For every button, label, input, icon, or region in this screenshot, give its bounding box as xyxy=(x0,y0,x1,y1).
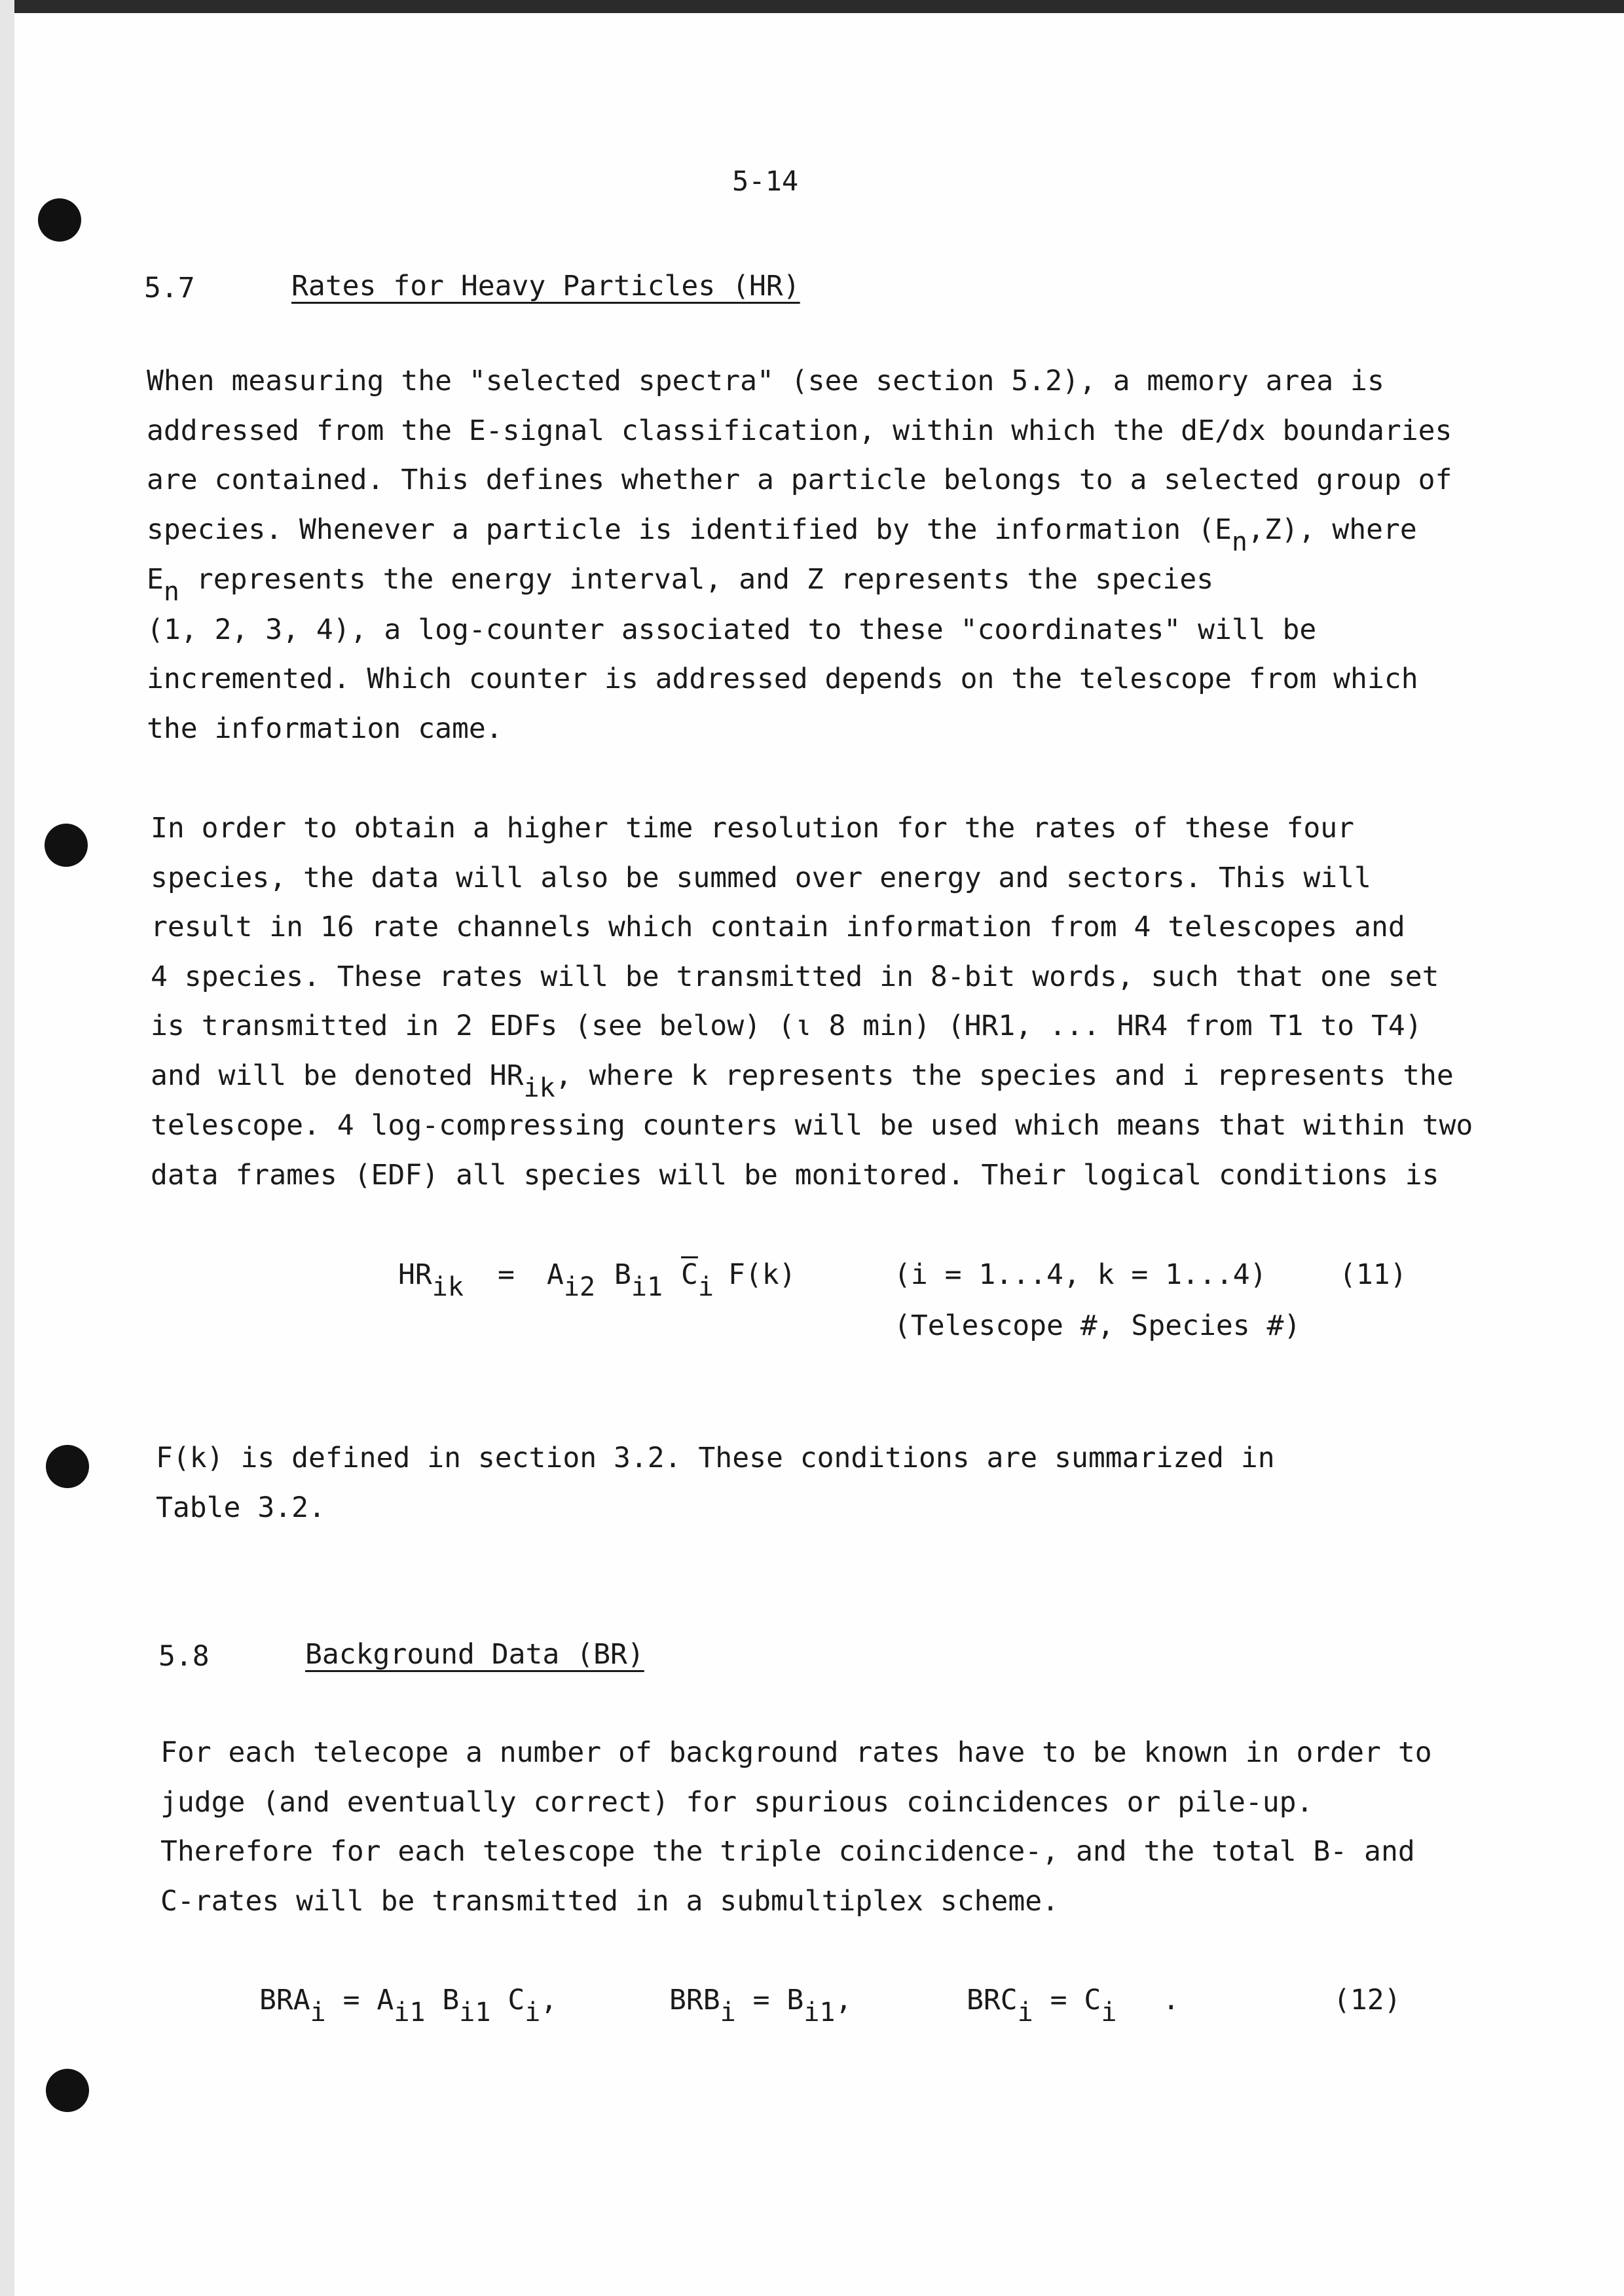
equation-11-function: F(k) xyxy=(728,1258,796,1291)
subscript: ik xyxy=(523,1072,555,1103)
text-line: Table 3.2. xyxy=(156,1491,325,1524)
text-run: species. Whenever a particle is identified by the information (E xyxy=(147,513,1232,546)
subscript: ik xyxy=(432,1272,464,1302)
text-run: , where k represents the species and i represents the xyxy=(555,1059,1454,1092)
symbol: B xyxy=(614,1258,631,1291)
equation-12-bra xyxy=(259,1984,558,2028)
equation-11-term-a xyxy=(547,1258,596,1302)
page-number: 5-14 xyxy=(732,165,799,197)
paragraph-fk-definition xyxy=(156,1434,1275,1533)
text-line: addressed from the E-signal classification, within which the dE/dx boundaries xyxy=(147,414,1452,447)
subscript: i1 xyxy=(394,1997,426,2028)
subscript: i xyxy=(720,1997,736,2028)
section-number-5-7: 5.7 xyxy=(144,272,195,304)
equation-12-brb xyxy=(669,1984,853,2028)
symbol: BRA xyxy=(259,1984,310,2016)
paragraph-time-resolution xyxy=(151,804,1473,1200)
paragraph-background-rates xyxy=(160,1728,1432,1926)
text-line: are contained. This defines whether a particle belongs to a selected group of xyxy=(147,464,1452,496)
symbol-negated: $\overline{C}$ xyxy=(681,1258,698,1291)
text-line: species, the data will also be summed over energy and sectors. This will xyxy=(151,861,1371,894)
text-line: F(k) is defined in section 3.2. These conditions are summarized in xyxy=(156,1442,1275,1474)
text-line: result in 16 rate channels which contain information from 4 telescopes and xyxy=(151,911,1405,943)
equals-sign: = xyxy=(498,1258,515,1291)
paragraph-selected-spectra xyxy=(147,357,1452,754)
symbol: = A xyxy=(342,1984,394,2016)
text-line: data frames (EDF) all species will be monitored. Their logical conditions is xyxy=(151,1158,1439,1192)
subscript: i xyxy=(310,1997,326,2028)
symbol: HR xyxy=(398,1258,432,1291)
text-line: In order to obtain a higher time resolution for the rates of these four xyxy=(151,812,1355,845)
text-run: and will be denoted HR xyxy=(151,1059,524,1092)
equation-12-brc xyxy=(967,1984,1180,2028)
text-line: (1, 2, 3, 4), a log-counter associated to these "coordinates" will be xyxy=(147,613,1317,646)
scan-left-edge xyxy=(0,0,14,2296)
text-line: C-rates will be transmitted in a submultiplex scheme. xyxy=(160,1884,1060,1918)
subscript: i xyxy=(697,1272,714,1302)
text-line: Therefore for each telescope the triple coincidence-, and the total B- and xyxy=(160,1835,1415,1868)
section-number-5-8: 5.8 xyxy=(158,1640,210,1673)
text-line xyxy=(147,555,1452,606)
equation-11-number: (11) xyxy=(1339,1258,1407,1291)
symbol: B xyxy=(442,1984,460,2016)
text-line: telescope. 4 log-compressing counters will be used which means that within two xyxy=(151,1109,1473,1142)
equation-12-number: (12) xyxy=(1333,1984,1401,2016)
subscript: i1 xyxy=(459,1997,491,2028)
text-run: represents the energy interval, and Z represents the species xyxy=(179,563,1214,596)
equation-11-term-b xyxy=(614,1258,663,1302)
section-title-5-7: Rates for Heavy Particles (HR) xyxy=(291,270,800,302)
subscript: i1 xyxy=(631,1272,663,1302)
text-line xyxy=(151,1051,1473,1102)
subscript: n xyxy=(1231,526,1247,557)
punch-hole-3 xyxy=(46,1445,89,1488)
symbol: BRC xyxy=(967,1984,1018,2016)
subscript: i1 xyxy=(803,1997,836,2028)
subscript: n xyxy=(163,577,179,607)
symbol: C xyxy=(507,1984,525,2016)
text-line: is transmitted in 2 EDFs (see below) (ι 8 min) (HR1, ... HR4 from T1 to T4) xyxy=(151,1010,1422,1042)
symbol: = B xyxy=(752,1984,804,2016)
punch-hole-2 xyxy=(45,824,88,867)
text-line: 4 species. These rates will be transmitted in 8-bit words, such that one set xyxy=(151,960,1439,993)
text-line: When measuring the "selected spectra" (see section 5.2), a memory area is xyxy=(147,365,1384,397)
subscript: i xyxy=(1017,1997,1033,2028)
symbol: BRB xyxy=(669,1984,720,2016)
text-line: incremented. Which counter is addressed depends on the telescope from which xyxy=(147,663,1418,695)
punch-hole-4 xyxy=(46,2069,89,2112)
punctuation: . xyxy=(1162,1984,1180,2016)
punctuation: , xyxy=(540,1984,558,2016)
equation-11-range: (i = 1...4, k = 1...4) xyxy=(894,1258,1267,1291)
symbol: A xyxy=(547,1258,564,1291)
text-run: ,Z), where xyxy=(1247,513,1417,546)
subscript: i xyxy=(525,1997,541,2028)
equation-11-range-note: (Telescope #, Species #) xyxy=(894,1309,1301,1342)
text-run: E xyxy=(147,563,164,596)
scan-top-edge xyxy=(0,0,1624,13)
subscript: i xyxy=(1101,1997,1117,2028)
section-title-5-8: Background Data (BR) xyxy=(305,1638,644,1671)
equation-11-lhs xyxy=(398,1258,464,1302)
text-line: judge (and eventually correct) for spurious coincidences or pile-up. xyxy=(160,1785,1314,1819)
punctuation: , xyxy=(835,1984,853,2016)
text-line: the information came. xyxy=(147,712,503,745)
text-line: For each telecope a number of background rates have to be known in order to xyxy=(160,1736,1432,1769)
equation-11-term-c xyxy=(681,1258,714,1302)
text-line xyxy=(147,505,1452,556)
punch-hole-1 xyxy=(38,198,81,242)
subscript: i2 xyxy=(563,1272,596,1302)
symbol: = C xyxy=(1050,1984,1101,2016)
